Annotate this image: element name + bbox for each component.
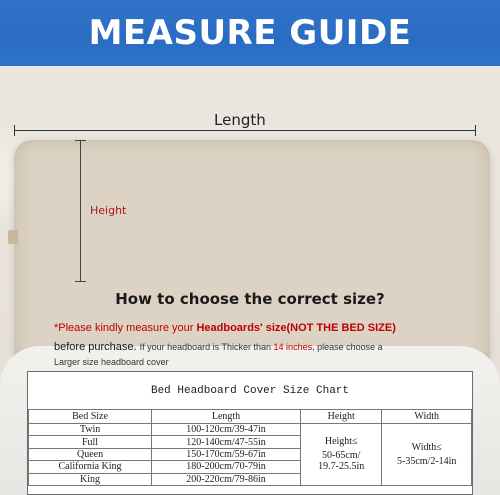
table-row [29,424,472,436]
instruction-thickness-value: 14 inches [273,342,313,352]
header-length: Length [152,410,301,424]
cell-length: 120-140cm/47-55in [152,436,301,448]
height-label: Height [90,204,127,217]
cell-bed: Twin [29,424,152,436]
cell-width [382,424,472,486]
cell-length: 150-170cm/59-67in [152,448,301,460]
height-max-label: Height≤ [324,436,358,448]
instruction-prefix: *Please kindly measure your [54,322,197,334]
height-range-line1: 50-65cm/ [322,450,361,462]
cell-bed: King [29,473,152,485]
cell-bed: Queen [29,448,152,460]
instruction-choose: , please choose a [312,342,383,352]
fabric-tag [8,230,18,244]
header-height: Height [300,410,381,424]
length-label: Length [214,111,266,129]
header-bed-size: Bed Size [29,410,152,424]
instruction-line-2 [54,341,383,353]
width-range: 5-35cm/2-14in [397,455,457,467]
banner-title: MEASURE GUIDE [88,13,412,53]
table-header-row [29,410,472,424]
length-dimension-line [14,130,476,131]
instruction-line-3: Larger size headboard cover [54,357,169,367]
height-dimension-line [80,140,81,282]
cell-height [300,424,381,486]
cell-length: 100-120cm/39-47in [152,424,301,436]
instruction-thickness: If your headboard is Thicker than [139,342,274,352]
header-width: Width [382,410,472,424]
cell-length: 200-220cm/79-86in [152,473,301,485]
instruction-line-1 [54,322,396,334]
size-chart-table [28,409,472,486]
width-max-label: Width≤ [411,441,442,453]
size-chart [27,371,473,495]
cell-bed: California King [29,461,152,473]
instruction-emphasis: Headboards' size(NOT THE BED SIZE) [196,322,396,334]
instructions-heading: How to choose the correct size? [115,290,385,308]
height-range-line2: 19.7-25.5in [318,461,365,473]
instruction-before: before purchase. [54,341,140,353]
size-chart-caption: Bed Headboard Cover Size Chart [150,384,350,397]
cell-bed: Full [29,436,152,448]
cell-length: 180-200cm/70-79in [152,461,301,473]
banner [0,0,500,66]
